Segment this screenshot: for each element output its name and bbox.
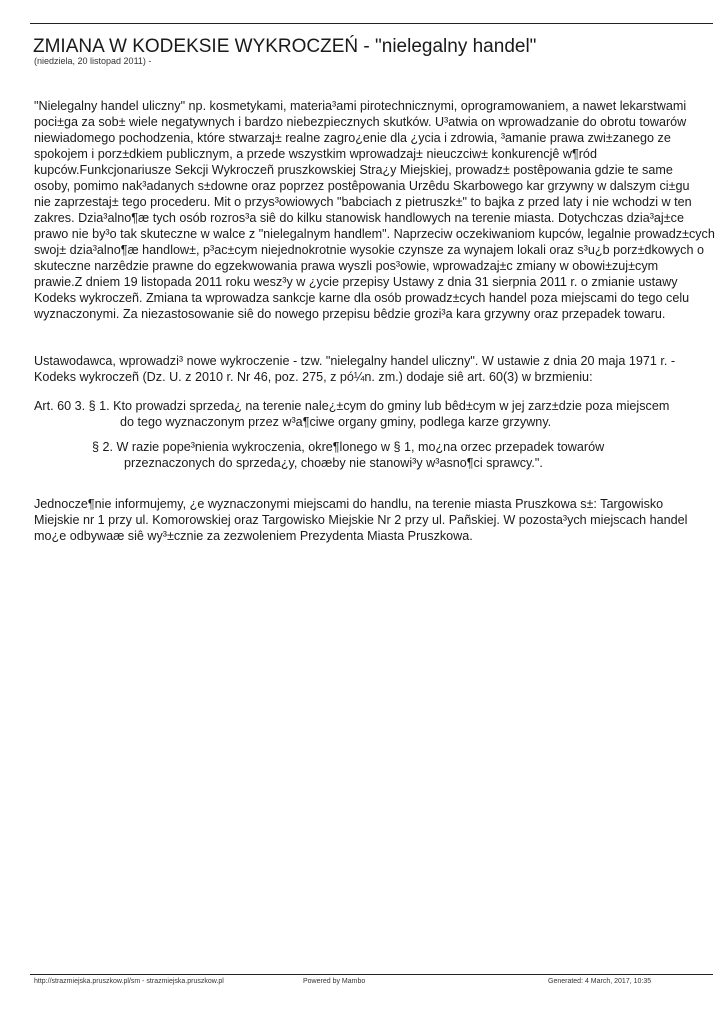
- paragraph-line: osoby, pomimo nak³adanych s±downe oraz poprzez postêpowania Urzêdu Skarbowego kar grzywny w dalszym ci±gu: [34, 179, 690, 193]
- paragraph-line: prawie.Z dniem 19 listopada 2011 roku wesz³y w ¿ycie przepisy Ustawy z dnia 31 sierpnia 2011 r. o zmianie ustawy: [34, 275, 678, 289]
- page-title: ZMIANA W KODEKSIE WYKROCZEŃ - "nielegalny handel": [33, 36, 537, 57]
- paragraph-line: prawo nie by³o tak skuteczne w walce z "nielegalnym handlem". Naprzeciw oczekiwaniom kupców, legalnie prowadz±cych: [34, 227, 715, 241]
- paragraph-line: swoj± dzia³alno¶æ handlow±, p³ac±cym niejednokrotnie wysokie czynsze za wynajem lokali oraz s³u¿b porz±dkowych o: [34, 243, 704, 257]
- paragraph-line: Jednocze¶nie informujemy, ¿e wyznaczonymi miejscami do handlu, na terenie miasta Pruszkowa s±: Targowisko: [34, 497, 664, 511]
- paragraph-line: Kodeks wykroczeñ. Zmiana ta wprowadza sankcje karne dla osób prowadz±cych handel poza miejscami do tego celu: [34, 291, 690, 305]
- paragraph-line: poci±ga za sob± wiele negatywnych i bardzo niebezpiecznych skutków. U³atwia on wprowadzanie do obrotu towarów: [34, 115, 687, 129]
- paragraph-line: Ustawodawca, wprowadzi³ nowe wykroczenie - tzw. "nielegalny handel uliczny". W ustawie z dnia 20 maja 1971 r. -: [34, 354, 676, 368]
- article-section-2-line-1: § 2. W razie pope³nienia wykroczenia, okre¶lonego w § 1, mo¿na orzec przepadek towarów: [92, 440, 605, 454]
- paragraph-line: Miejskie nr 1 przy ul. Komorowskiej oraz Targowisko Miejskie Nr 2 przy ul. Pañskiej. W pozosta³ych miejscach handel: [34, 513, 688, 527]
- article-paragraph-3: [34, 496, 694, 544]
- paragraph-line: nie zaprzestaj± tego procederu. Mit o przys³owiowych "babciach z pietruszk±" to bajka z przed laty i nie wchodzi w ten: [34, 195, 692, 209]
- footer-url: http://strazmiejska.pruszkow.pl/sm - strazmiejska.pruszkow.pl: [34, 978, 224, 985]
- article-paragraph-2: [34, 353, 694, 385]
- footer-rule: [30, 974, 713, 975]
- paragraph-line: wyznaczonymi. Za niezastosowanie siê do nowego przepisu bêdzie grozi³a kara grzywny oraz przepadek towaru.: [34, 307, 666, 321]
- article-paragraph-1: [34, 98, 715, 322]
- article-section-2-line-2: przeznaczonych do sprzeda¿y, choæby nie stanowi³y w³asno¶ci sprawcy.".: [124, 456, 543, 470]
- header-rule: [30, 23, 713, 24]
- paragraph-line: spokojem i porz±dkiem publicznym, a przede wszystkim wprowadzaj± nieuczciw± konkurencjê w¶ród: [34, 147, 597, 161]
- paragraph-line: kupców.Funkcjonariusze Sekcji Wykroczeñ pruszkowskiej Stra¿y Miejskiej, prowadz± postêpowania gdzie te same: [34, 163, 673, 177]
- footer-generated: Generated: 4 March, 2017, 10:35: [548, 978, 652, 985]
- paragraph-line: niewiadomego pochodzenia, które stwarzaj± realne zagro¿enie dla ¿ycia i zdrowia, ³amanie prawa zwi±zanego ze: [34, 131, 671, 145]
- article-section-1-line-2: do tego wyznaczonym przez w³a¶ciwe organy gminy, podlega karze grzywny.: [120, 415, 552, 429]
- paragraph-line: "Nielegalny handel uliczny" np. kosmetykami, materia³ami pirotechnicznymi, oprogramowaniem, a nawet lekarstwami: [34, 99, 687, 113]
- publication-date: (niedziela, 20 listopad 2011) -: [34, 56, 152, 66]
- paragraph-line: mo¿e odbywaæ siê wy³±cznie za zezwoleniem Prezydenta Miasta Pruszkowa.: [34, 529, 473, 543]
- paragraph-line: zakres. Dzia³alno¶æ tych osób rozros³a siê do kilku stanowisk handlowych na terenie miasta. Dotychczas dzia³aj±ce: [34, 211, 684, 225]
- paragraph-line: Kodeks wykroczeñ (Dz. U. z 2010 r. Nr 46, poz. 275, z pó¼n. zm.) dodaje siê art. 60(3) w brzmieniu:: [34, 370, 593, 384]
- footer-powered-by: Powered by Mambo: [303, 978, 366, 985]
- article-section-1-line-1: Art. 60 3. § 1. Kto prowadzi sprzeda¿ na terenie nale¿±cym do gminy lub bêd±cym w jej zarz±dzie poza miejscem: [34, 399, 670, 413]
- paragraph-line: skuteczne narzêdzie prawne do egzekwowania prawa wyszli pos³owie, wprowadzaj±c zmiany w obowi±zuj±cym: [34, 259, 659, 273]
